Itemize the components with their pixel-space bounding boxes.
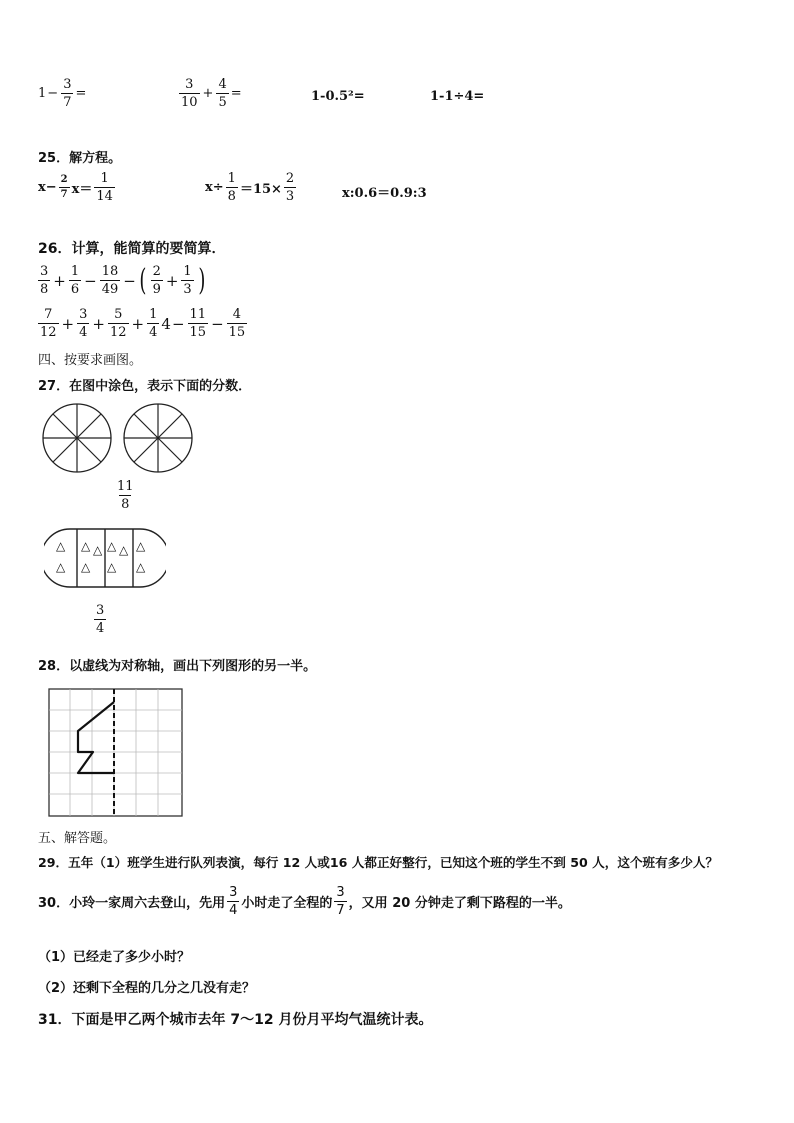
calc-1: 1 − $\frac{3}{7}$ = <box>38 77 87 110</box>
q25-eq2: x÷ $\frac{1}{8}$ ＝15× $\frac{2}{3}$ <box>205 171 295 204</box>
triangle-icon: △ <box>81 560 91 574</box>
triangle-icon: △ <box>56 539 66 553</box>
q27-fraction-1 <box>113 480 138 511</box>
triangle-grid <box>44 527 166 589</box>
fraction: $\frac{4}{5}$ <box>218 77 227 110</box>
calc-1-whole: 1 <box>38 86 47 101</box>
fraction: $\frac{7}{12}$ <box>40 307 57 340</box>
calc-3: 1-0.5²= <box>311 89 365 104</box>
fraction: $\frac{1}{4}$ <box>149 307 158 340</box>
fraction: $\frac{2}{9}$ <box>152 264 161 297</box>
fraction: $\frac{2}{3}$ <box>285 171 295 204</box>
fraction: $\frac{3}{4}$ <box>229 885 238 918</box>
section-5-heading: 五、解答题。 <box>38 831 117 846</box>
fraction: $\frac{1}{14}$ <box>96 171 113 204</box>
fraction: $\frac{1}{6}$ <box>70 264 80 297</box>
symmetry-grid[interactable] <box>48 688 184 818</box>
fraction: $\frac{1}{8}$ <box>227 171 236 204</box>
q30-text: 30．小玲一家周六去登山，先用 $\frac{3}{4}$ 小时走了全程的 $\frac{3}{7}$ ，又用 20 分钟走了剩下路程的一半。 <box>38 885 571 918</box>
q30-sub2: （2）还剩下全程的几分之几没有走？ <box>38 981 256 996</box>
triangle-icon: △ <box>136 539 146 553</box>
q28-title: 28．以虚线为对称轴，画出下列图形的另一半。 <box>38 659 317 674</box>
fraction: $\frac{2}{7}$ <box>60 174 68 200</box>
q25-eq1: x− $\frac{2}{7}$ x＝ $\frac{1}{14}$ <box>38 171 113 204</box>
q25-title: 25．解方程。 <box>38 151 122 166</box>
q31-text: 31．下面是甲乙两个城市去年 7～12 月份月平均气温统计表。 <box>38 1012 433 1028</box>
q30-sub1: （1）已经走了多少小时？ <box>38 950 191 965</box>
triangle-icon: △ <box>107 539 117 553</box>
fraction: $\frac{5}{12}$ <box>109 307 127 340</box>
q25-eq3: x:0.6＝0.9:3 <box>342 186 427 201</box>
fraction: $\frac{3}{7}$ <box>336 885 345 918</box>
circle-diagrams <box>40 400 210 480</box>
triangle-icon: △ <box>119 543 129 557</box>
circle-1[interactable] <box>43 404 111 472</box>
triangle-icon: △ <box>107 560 117 574</box>
triangle-icon: △ <box>136 560 146 574</box>
q27-fraction-2 <box>92 604 108 635</box>
q26-title: 26．计算，能简算的要简算． <box>38 241 226 257</box>
fraction: $\frac{1}{3}$ <box>183 264 192 297</box>
fraction: $\frac{3}{4}$ <box>96 603 105 636</box>
fraction: $\frac{3}{10}$ <box>181 77 198 110</box>
fraction: $\frac{3}{8}$ <box>40 264 49 297</box>
fraction: $\frac{3}{4}$ <box>79 307 88 340</box>
calc-2: $\frac{3}{10}$ + $\frac{4}{5}$ = <box>181 77 242 110</box>
fraction: $\frac{4}{15}$ <box>228 307 246 340</box>
section-4-heading: 四、按要求画图。 <box>38 353 143 368</box>
fraction: $\frac{3}{7}$ <box>63 77 72 110</box>
calc-4: 1-1÷4= <box>430 89 485 104</box>
triangle-icon: △ <box>93 543 103 557</box>
fraction: $\frac{18}{49}$ <box>101 264 119 297</box>
triangle-icon: △ <box>81 539 91 553</box>
q27-title: 27．在图中涂色，表示下面的分数． <box>38 379 252 394</box>
q26-line2: $\frac{7}{12}$ + $\frac{3}{4}$ + $\frac{5}{12}$ + $\frac{1}{4}$ 4 − $\frac{11}{15}$ − $\frac{4}{15}$ <box>40 307 246 340</box>
triangle-icon: △ <box>56 560 66 574</box>
fraction: $\frac{11}{8}$ <box>117 479 134 512</box>
half-shape <box>78 702 114 773</box>
q29-text: 29．五年（1）班学生进行队列表演，每行 12 人或16 人都正好整行，已知这个班的学生不到 50 人，这个班有多少人？ <box>38 855 719 870</box>
fraction: $\frac{11}{15}$ <box>189 307 207 340</box>
circle-2[interactable] <box>124 404 192 472</box>
q26-line1: $\frac{3}{8}$ + $\frac{1}{6}$ − $\frac{18}{49}$ − ( $\frac{2}{9}$ + $\frac{1}{3}$ ) <box>40 262 206 298</box>
